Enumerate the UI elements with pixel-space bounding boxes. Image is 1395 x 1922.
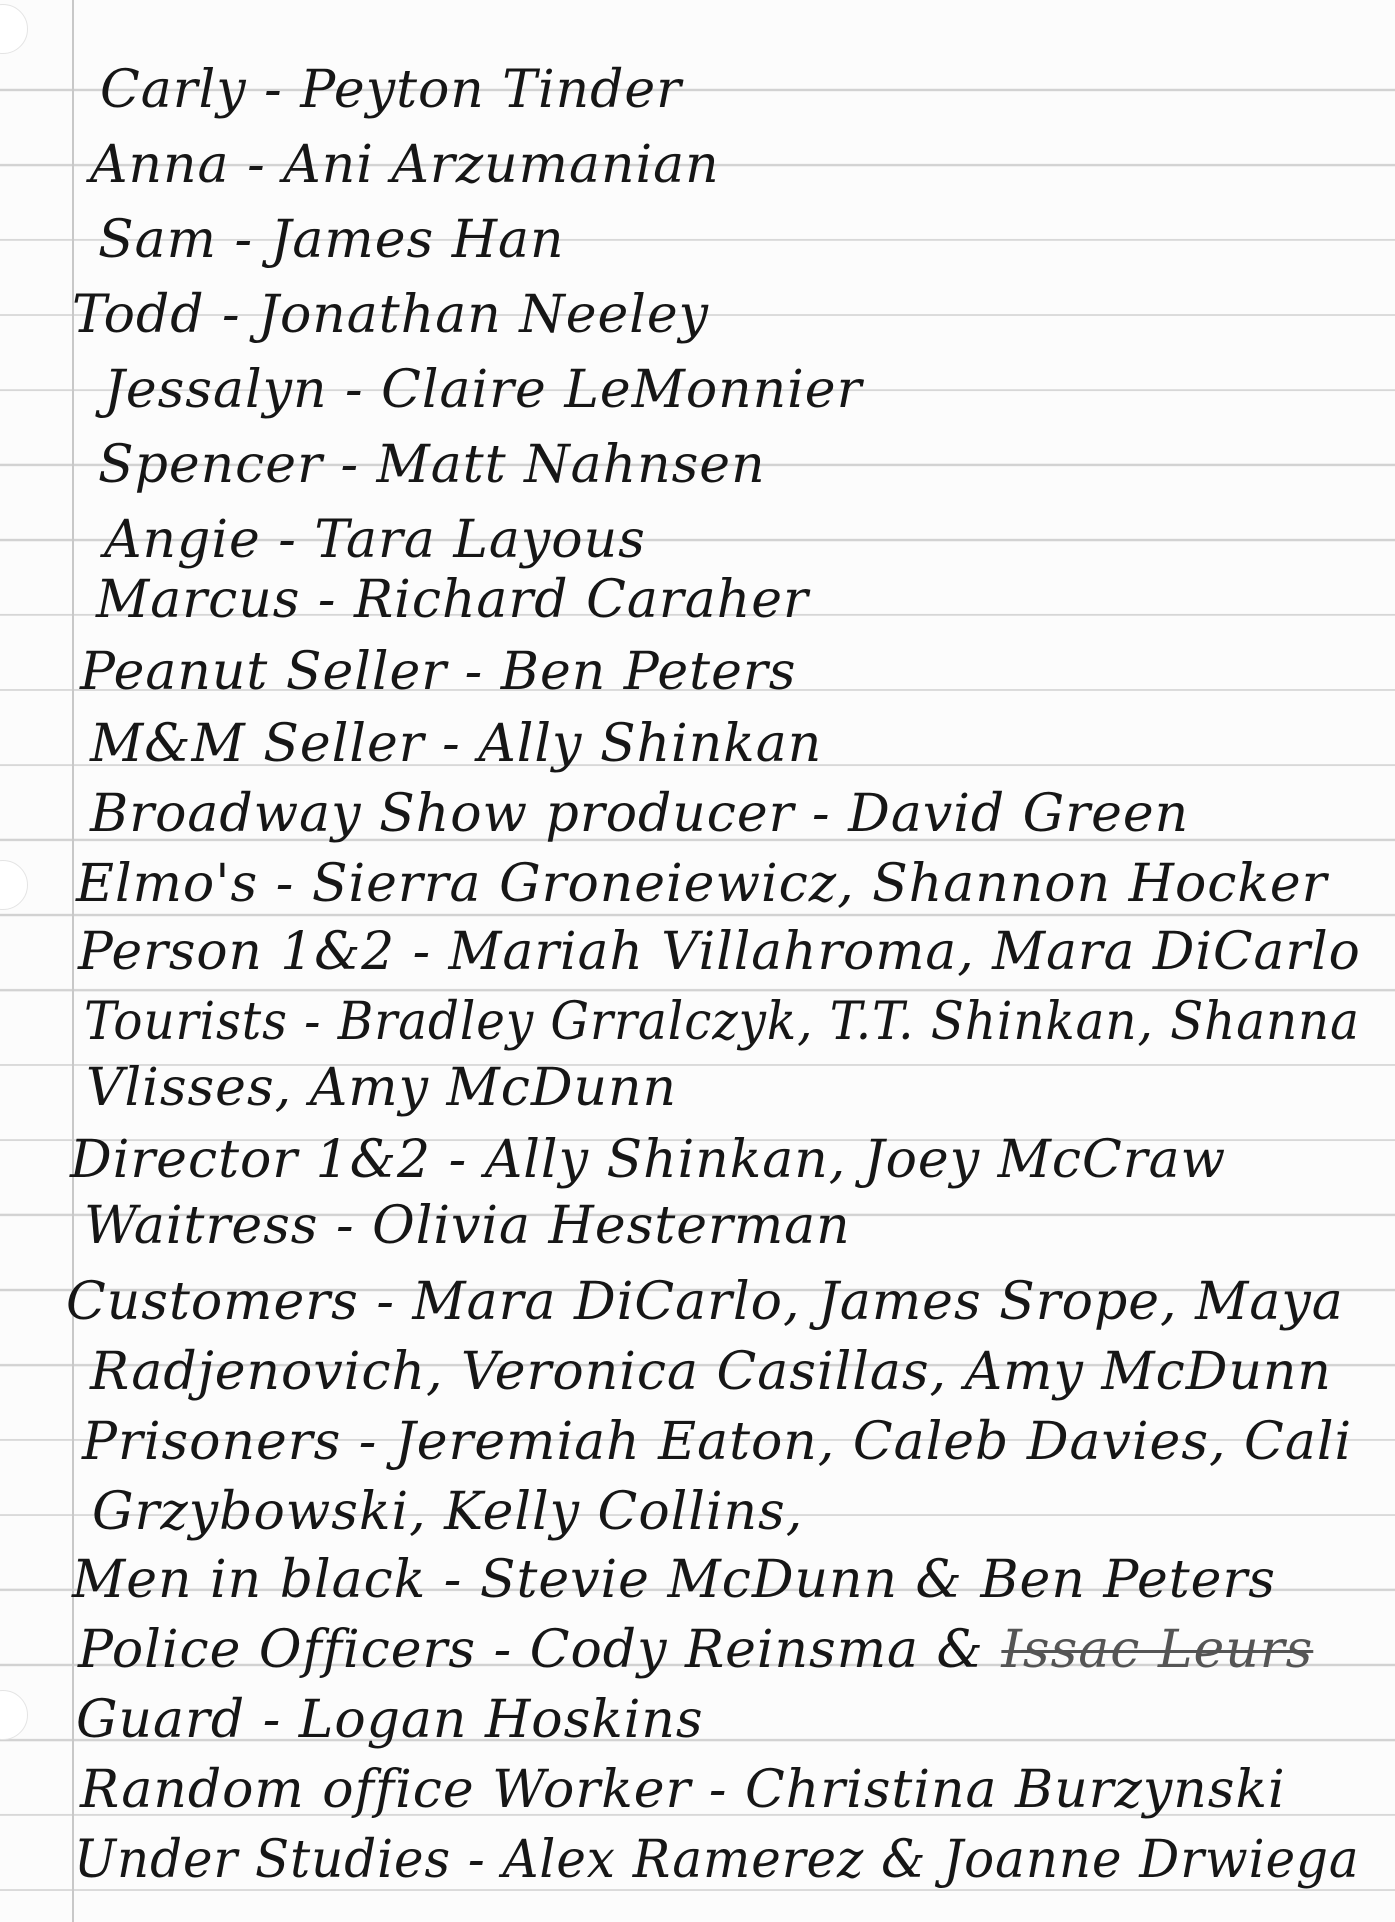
cast-line [78,1618,1313,1682]
cast-line: Todd - Jonathan Neeley [72,285,710,345]
cast-line: Random office Worker - Christina Burzynski [80,1760,1286,1820]
cast-line: Tourists - Bradley Grralczyk, T.T. Shinkan, Shanna [84,992,1360,1052]
cast-line: Jessalyn - Claire LeMonnier [104,360,863,420]
cast-line: Broadway Show producer - David Green [90,784,1190,844]
cast-line: Sam - James Han [98,210,565,270]
cast-line: Elmo's - Sierra Groneiewicz, Shannon Hocker [76,854,1328,914]
cast-line: Person 1&2 - Mariah Villahroma, Mara DiCarlo [78,922,1361,982]
cast-line-text: Police Officers - Cody Reinsma & [78,1620,984,1680]
crossed-out-name: Issac Leurs [1001,1620,1314,1680]
cast-line: Radjenovich, Veronica Casillas, Amy McDunn [90,1342,1332,1402]
cast-line: Under Studies - Alex Ramerez & Joanne Drwiega [74,1830,1360,1890]
cast-line: Grzybowski, Kelly Collins, [92,1482,804,1542]
cast-line: Anna - Ani Arzumanian [90,135,720,195]
cast-line: Guard - Logan Hoskins [76,1690,704,1750]
cast-line: Angie - Tara Layous [104,510,646,570]
cast-line: Director 1&2 - Ally Shinkan, Joey McCraw [70,1130,1227,1190]
cast-line: Marcus - Richard Caraher [96,570,809,630]
cast-line: Customers - Mara DiCarlo, James Srope, Maya [66,1272,1344,1332]
cast-line: Vlisses, Amy McDunn [86,1058,677,1118]
cast-line: Carly - Peyton Tinder [100,60,683,120]
cast-line: Spencer - Matt Nahnsen [98,435,766,495]
cast-line: Peanut Seller - Ben Peters [80,642,797,702]
cast-line: Prisoners - Jeremiah Eaton, Caleb Davies, Cali [82,1412,1353,1472]
cast-line: Men in black - Stevie McDunn & Ben Peters [72,1550,1276,1610]
cast-line: M&M Seller - Ally Shinkan [90,714,823,774]
cast-line: Waitress - Olivia Hesterman [84,1196,851,1256]
